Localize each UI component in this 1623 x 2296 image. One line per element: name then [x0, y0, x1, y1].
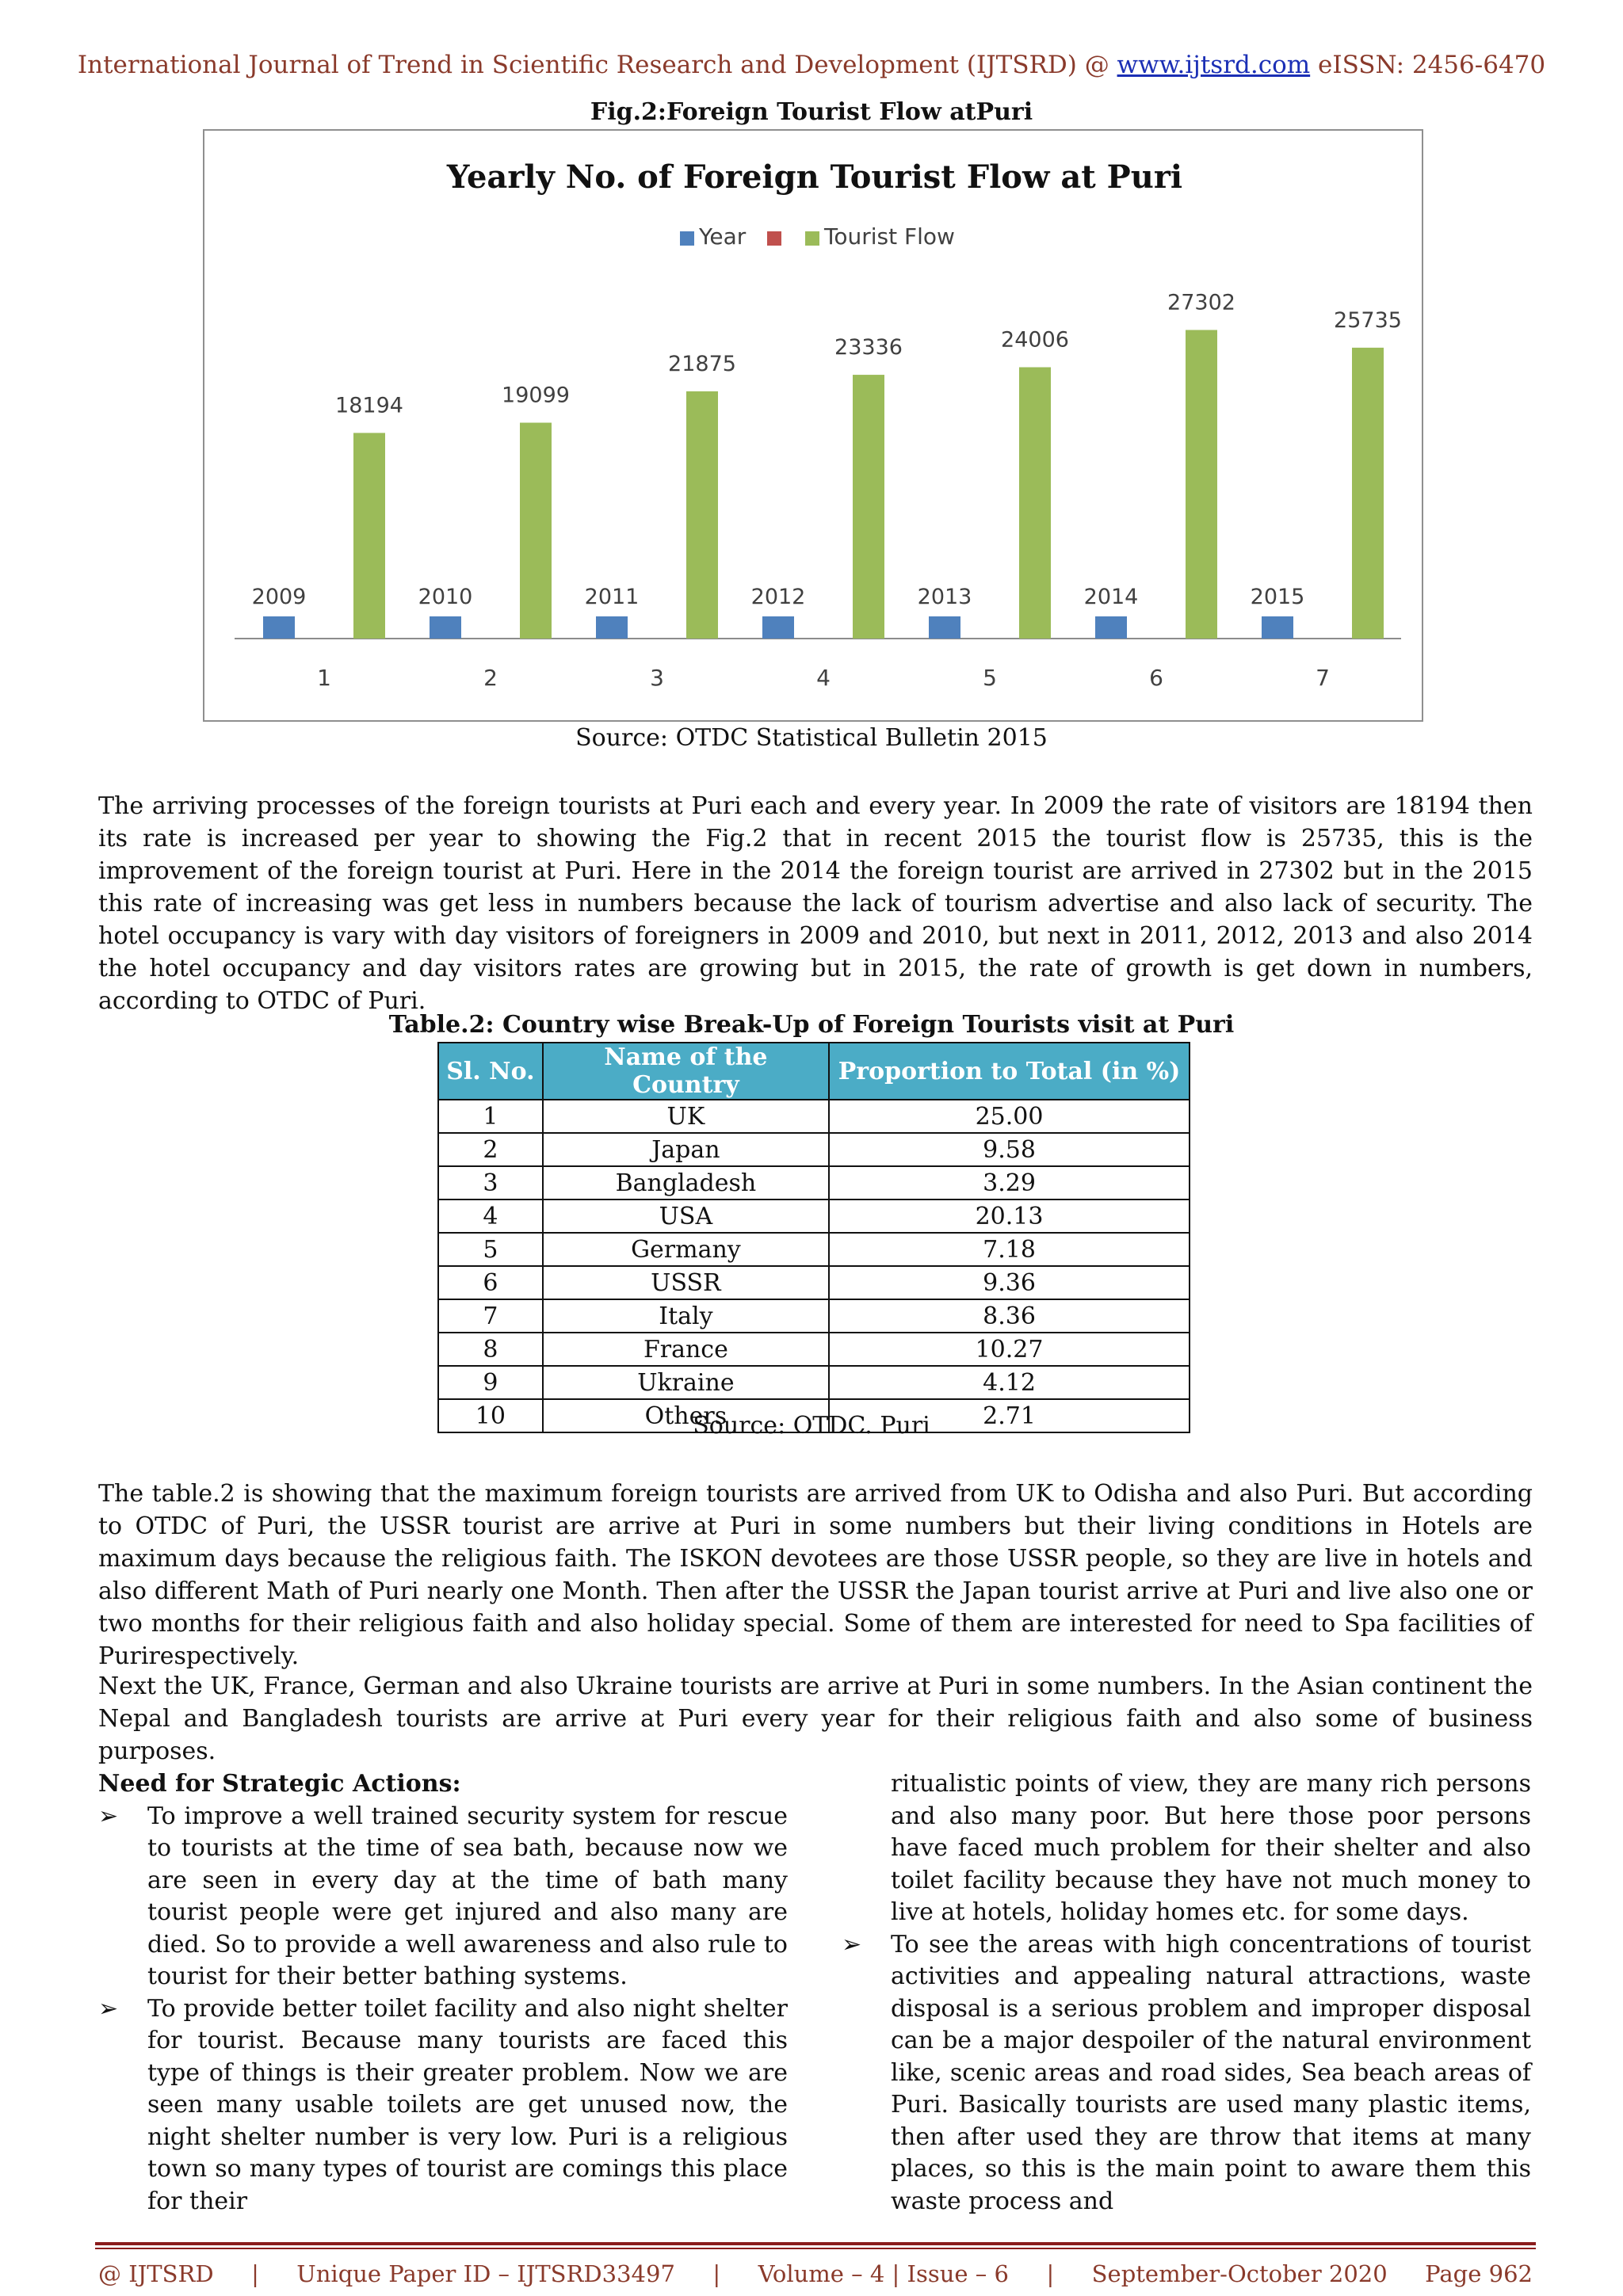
table-row [438, 1166, 1190, 1199]
footer-separator: | [251, 2260, 259, 2287]
bar-tourist-flow [353, 433, 385, 639]
bar-year [1095, 616, 1127, 639]
header-country: Name of the Country [543, 1043, 829, 1100]
data-label-year: 2013 [917, 585, 972, 609]
cell-sl-no: 10 [438, 1399, 543, 1432]
cell-country: USA [543, 1199, 829, 1233]
footer-date: September-October 2020 [1091, 2260, 1388, 2287]
cell-sl-no: 3 [438, 1166, 543, 1199]
cell-country: Ukraine [543, 1366, 829, 1399]
x-tick-label: 2 [483, 665, 498, 691]
data-label-tourist-flow: 25735 [1334, 307, 1402, 333]
bar-tourist-flow [686, 391, 718, 639]
left-column [98, 1768, 788, 2218]
cell-sl-no: 1 [438, 1100, 543, 1133]
x-tick-label: 5 [983, 665, 997, 691]
table-row [438, 1233, 1190, 1266]
figure-caption: Fig.2:Foreign Tourist Flow atPuri [590, 98, 1033, 126]
cell-sl-no: 4 [438, 1199, 543, 1233]
footer-volume: Volume – 4 | Issue – 6 [758, 2260, 1009, 2287]
x-tick-label: 3 [650, 665, 664, 691]
chart-title: Yearly No. of Foreign Tourist Flow at Puri [446, 158, 1183, 196]
data-label-year: 2010 [418, 585, 473, 609]
journal-name: International Journal of Trend in Scientific Research and Development (IJTSRD) @ [77, 51, 1117, 79]
cell-country: USSR [543, 1266, 829, 1299]
footer-rule-thin [95, 2248, 1536, 2249]
cell-country: Others [543, 1399, 829, 1432]
bar-year [1262, 616, 1293, 639]
bar-tourist-flow [1186, 330, 1217, 639]
chart-svg [204, 131, 1425, 723]
cell-proportion: 20.13 [829, 1199, 1190, 1233]
cell-country: France [543, 1333, 829, 1366]
cell-country: Japan [543, 1133, 829, 1166]
table-row [438, 1266, 1190, 1299]
cell-proportion: 9.58 [829, 1133, 1190, 1166]
cell-sl-no: 5 [438, 1233, 543, 1266]
table-row [438, 1299, 1190, 1333]
footer-page: Page 962 [1425, 2260, 1533, 2287]
bullet-continuation: ritualistic points of view, they are many rich persons and also many poor. But here those poor persons have faced much problem for their shelter and also toilet facility because they have not much money to live at hotels, holiday homes etc. for some days. [891, 1770, 1531, 1926]
journal-issn: eISSN: 2456-6470 [1310, 51, 1546, 79]
footer-rule [95, 2242, 1536, 2245]
cell-sl-no: 2 [438, 1133, 543, 1166]
section-title: Need for Strategic Actions: [98, 1770, 461, 1798]
cell-sl-no: 8 [438, 1333, 543, 1366]
legend-swatch [767, 231, 781, 246]
data-label-tourist-flow: 18194 [335, 393, 403, 418]
table-row [438, 1199, 1190, 1233]
bar-tourist-flow [1352, 348, 1384, 639]
bullet-text: To provide better toilet facility and also night shelter for tourist. Because many tourists are faced this type of things is their greater problem. Now we are seen many usable toilets are get unused now, the night shelter number is very low. Puri is a religious town so many types of tourist are comings this place for their [147, 1994, 788, 2215]
x-tick-label: 7 [1316, 665, 1330, 691]
table-source: Source: OTDC. Puri [693, 1412, 930, 1440]
cell-proportion: 2.71 [829, 1399, 1190, 1432]
arrow-bullet-icon: ➢ [842, 1930, 862, 1958]
paragraph-3: Next the UK, France, German and also Ukraine tourists are arrive at Puri in some numbers. In the Asian continent the Nepal and Bangladesh tourists are arrive at Puri every year for their religious faith and also some of business purposes. [98, 1672, 1533, 1765]
table-row [438, 1366, 1190, 1399]
data-label-year: 2015 [1250, 585, 1305, 609]
bar-year [762, 616, 794, 639]
journal-link[interactable]: www.ijtsrd.com [1117, 51, 1311, 79]
data-label-year: 2014 [1083, 585, 1139, 609]
legend-swatch [680, 231, 694, 246]
bullet-item [98, 1993, 788, 2218]
table-row [438, 1100, 1190, 1133]
bar-tourist-flow [853, 375, 884, 639]
data-label-year: 2012 [750, 585, 806, 609]
bar-year [596, 616, 628, 639]
bullet-item [842, 1929, 1531, 2218]
table-header-row [438, 1043, 1190, 1100]
cell-proportion: 10.27 [829, 1333, 1190, 1366]
cell-proportion: 3.29 [829, 1166, 1190, 1199]
legend-label: Tourist Flow [824, 223, 955, 250]
table-row [438, 1333, 1190, 1366]
bar-tourist-flow [520, 423, 552, 639]
cell-country: UK [543, 1100, 829, 1133]
bullet-text: To improve a well trained security system for rescue to tourists at the time of sea bath, because now we are seen in every day at the time of bath many tourist people were get injured and also many are died. So to provide a well awareness and also rule to tourist for their better bathing systems. [147, 1802, 788, 1990]
cell-country: Italy [543, 1299, 829, 1333]
figure-source: Source: OTDC Statistical Bulletin 2015 [575, 724, 1048, 752]
paragraph-2: The table.2 is showing that the maximum foreign tourists are arrived from UK to Odisha and also Puri. But according to OTDC of Puri, the USSR tourist are arrive at Puri in some numbers but their living conditions in Hotels are maximum days because the religious faith. The ISKON devotees are those USSR people, so they are live in hotels and also different Math of Puri nearly one Month. Then after the USSR the Japan tourist arrive at Puri and live also one or two months for their religious faith and also holiday special. Some of them are interested for need to Spa facilities of Purirespectively. [98, 1480, 1533, 1670]
bar-year [929, 616, 960, 639]
paragraph-1: The arriving processes of the foreign tourists at Puri each and every year. In 2009 the rate of visitors are 18194 then its rate is increased per year to showing the Fig.2 that in recent 2015 the tourist flow is 25735, this is the improvement of the foreign tourist at Puri. Here in the 2014 the foreign tourist are arrived in 27302 but in the 2015 this rate of increasing was get less in numbers because the lack of tourism advertise and also lack of security. The hotel occupancy is vary with day visitors of foreigners in 2009 and 2010, but next in 2011, 2012, 2013 and also 2014 the hotel occupancy and day visitors rates are growing but in 2015, the rate of growth is get down in numbers, according to OTDC of Puri. [98, 792, 1533, 1015]
data-label-tourist-flow: 19099 [502, 383, 570, 408]
cell-proportion: 7.18 [829, 1233, 1190, 1266]
cell-sl-no: 6 [438, 1266, 543, 1299]
x-tick-label: 6 [1149, 665, 1163, 691]
legend-swatch [805, 231, 819, 246]
data-label-tourist-flow: 23336 [834, 335, 903, 360]
bar-tourist-flow [1019, 368, 1051, 639]
x-tick-label: 4 [816, 665, 831, 691]
bar-chart [203, 129, 1423, 722]
page-footer [98, 2256, 1533, 2291]
cell-country: Bangladesh [543, 1166, 829, 1199]
header-sl-no: Sl. No. [438, 1043, 543, 1100]
table-row [438, 1133, 1190, 1166]
footer-journal: @ IJTSRD [98, 2260, 214, 2287]
cell-proportion: 25.00 [829, 1100, 1190, 1133]
cell-proportion: 9.36 [829, 1266, 1190, 1299]
data-label-tourist-flow: 24006 [1001, 327, 1069, 353]
cell-country: Germany [543, 1233, 829, 1266]
cell-proportion: 4.12 [829, 1366, 1190, 1399]
arrow-bullet-icon: ➢ [98, 1994, 119, 2023]
right-column [842, 1768, 1531, 2218]
data-label-tourist-flow: 21875 [668, 351, 736, 376]
footer-separator: | [1046, 2260, 1055, 2287]
bar-year [430, 616, 461, 639]
data-label-tourist-flow: 27302 [1167, 290, 1235, 315]
x-tick-label: 1 [317, 665, 331, 691]
footer-separator: | [712, 2260, 721, 2287]
cell-sl-no: 7 [438, 1299, 543, 1333]
cell-sl-no: 9 [438, 1366, 543, 1399]
arrow-bullet-icon: ➢ [98, 1802, 119, 1830]
table-title: Table.2: Country wise Break-Up of Foreign Tourists visit at Puri [388, 1011, 1235, 1039]
bar-year [263, 616, 295, 639]
data-label-year: 2009 [251, 585, 307, 609]
bullet-text: To see the areas with high concentrations of tourist activities and appealing natural attractions, waste disposal is a serious problem and improper disposal can be a major despoiler of the natural environment like, scenic areas and road sides, Sea beach areas of Puri. Basically tourists are used many plastic items, then after used they are throw that items at many places, so this is the main point to aware them this waste process and [891, 1930, 1531, 2215]
header-proportion: Proportion to Total (in %) [829, 1043, 1190, 1100]
journal-header [0, 51, 1623, 79]
bullet-item [98, 1801, 788, 1993]
data-label-year: 2011 [584, 585, 640, 609]
footer-paper-id: Unique Paper ID – IJTSRD33497 [296, 2260, 675, 2287]
legend-label: Year [699, 223, 747, 250]
country-table [437, 1042, 1190, 1433]
cell-proportion: 8.36 [829, 1299, 1190, 1333]
